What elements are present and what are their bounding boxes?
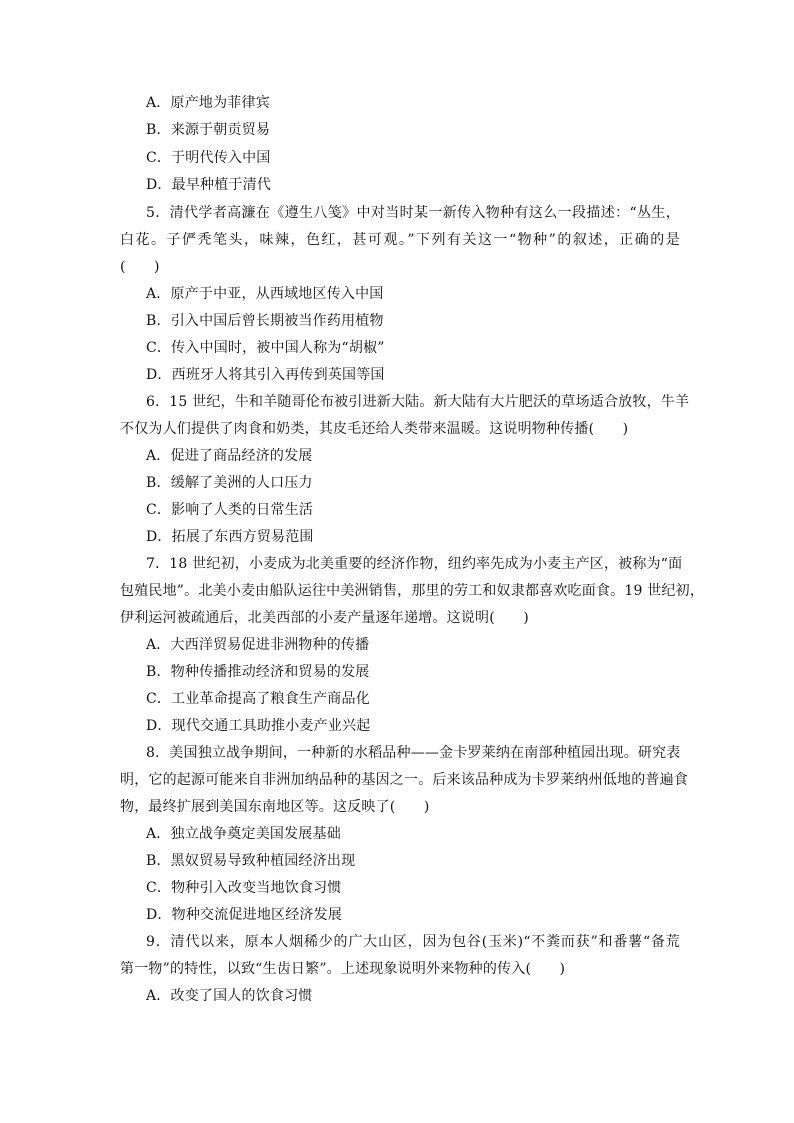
q5-answer-blank: ( ) xyxy=(120,259,160,275)
q5-option-c: C．传入中国时，被中国人称为“胡椒” xyxy=(146,340,385,356)
q8-option-d: D．物种交流促进地区经济发展 xyxy=(146,907,343,923)
q7-option-c: C．工业革命提高了粮食生产商品化 xyxy=(146,691,370,707)
q5-stem-line-2: 白花。子俨秃笔头，味辣，色红，甚可观。”下列有关这一“物种”的叙述，正确的是 xyxy=(120,232,680,248)
q7-stem-line-1: 7．18 世纪初，小麦成为北美重要的经济作物，纽约率先成为小麦主产区，被称为“面 xyxy=(146,556,683,572)
q5-option-d: D．西班牙人将其引入再传到英国等国 xyxy=(146,367,385,383)
q7-stem-line-2: 包殖民地”。北美小麦由船队运往中美洲销售，那里的劳工和奴隶都喜欢吃面食。19 世纪初， xyxy=(120,583,705,599)
q9-stem-line-1: 9．清代以来，原本人烟稀少的广大山区，因为包谷(玉米)“不粪而获”和番薯“备荒 xyxy=(146,934,680,950)
q5-option-a: A．原产于中亚，从西域地区传入中国 xyxy=(146,286,384,302)
q7-stem-line-3: 伊利运河被疏通后，北美西部的小麦产量逐年递增。这说明( ) xyxy=(120,610,529,626)
q7-option-b: B．物种传播推动经济和贸易的发展 xyxy=(146,664,370,680)
q8-stem-line-3: 物，最终扩展到美国东南地区等。这反映了( ) xyxy=(120,799,430,815)
q8-stem-line-1: 8．美国独立战争期间，一种新的水稻品种——金卡罗莱纳在南部种植园出现。研究表 xyxy=(146,745,681,761)
q8-option-a: A．独立战争奠定美国发展基础 xyxy=(146,826,341,842)
q5-stem-line-1: 5．清代学者高濂在《遵生八笺》中对当时某一新传入物种有这么一段描述：“丛生， xyxy=(146,205,680,221)
q9-stem-line-2: 第一物”的特性，以致“生齿日繁”。上述现象说明外来物种的传入( ) xyxy=(120,961,566,977)
q9-option-a: A．改变了国人的饮食习惯 xyxy=(146,988,313,1004)
q4-option-a: A．原产地为菲律宾 xyxy=(146,95,270,111)
q6-stem-line-2: 不仅为人们提供了肉食和奶类，其皮毛还给人类带来温暖。这说明物种传播( ) xyxy=(120,421,629,437)
q6-option-d: D．拓展了东西方贸易范围 xyxy=(146,529,314,545)
q6-option-b: B．缓解了美洲的人口压力 xyxy=(146,475,313,491)
q6-option-c: C．影响了人类的日常生活 xyxy=(146,502,314,518)
q4-option-c: C．于明代传入中国 xyxy=(146,150,271,166)
q7-option-a: A．大西洋贸易促进非洲物种的传播 xyxy=(146,637,370,653)
q6-option-a: A．促进了商品经济的发展 xyxy=(146,448,313,464)
q8-option-b: B．黑奴贸易导致种植园经济出现 xyxy=(146,853,356,869)
q5-option-b: B．引入中国后曾长期被当作药用植物 xyxy=(146,313,384,329)
q6-stem-line-1: 6．15 世纪，牛和羊随哥伦布被引进新大陆。新大陆有大片肥沃的草场适合放牧，牛羊 xyxy=(146,394,690,410)
q7-option-d: D．现代交通工具助推小麦产业兴起 xyxy=(146,718,371,734)
q4-option-b: B．来源于朝贡贸易 xyxy=(146,122,271,138)
q8-option-c: C．物种引入改变当地饮食习惯 xyxy=(146,880,342,896)
q8-stem-line-2: 明，它的起源可能来自非洲加纳品种的基因之一。后来该品种成为卡罗莱纳州低地的普遍食 xyxy=(120,772,688,788)
q4-option-d: D．最早种植于清代 xyxy=(146,177,272,193)
